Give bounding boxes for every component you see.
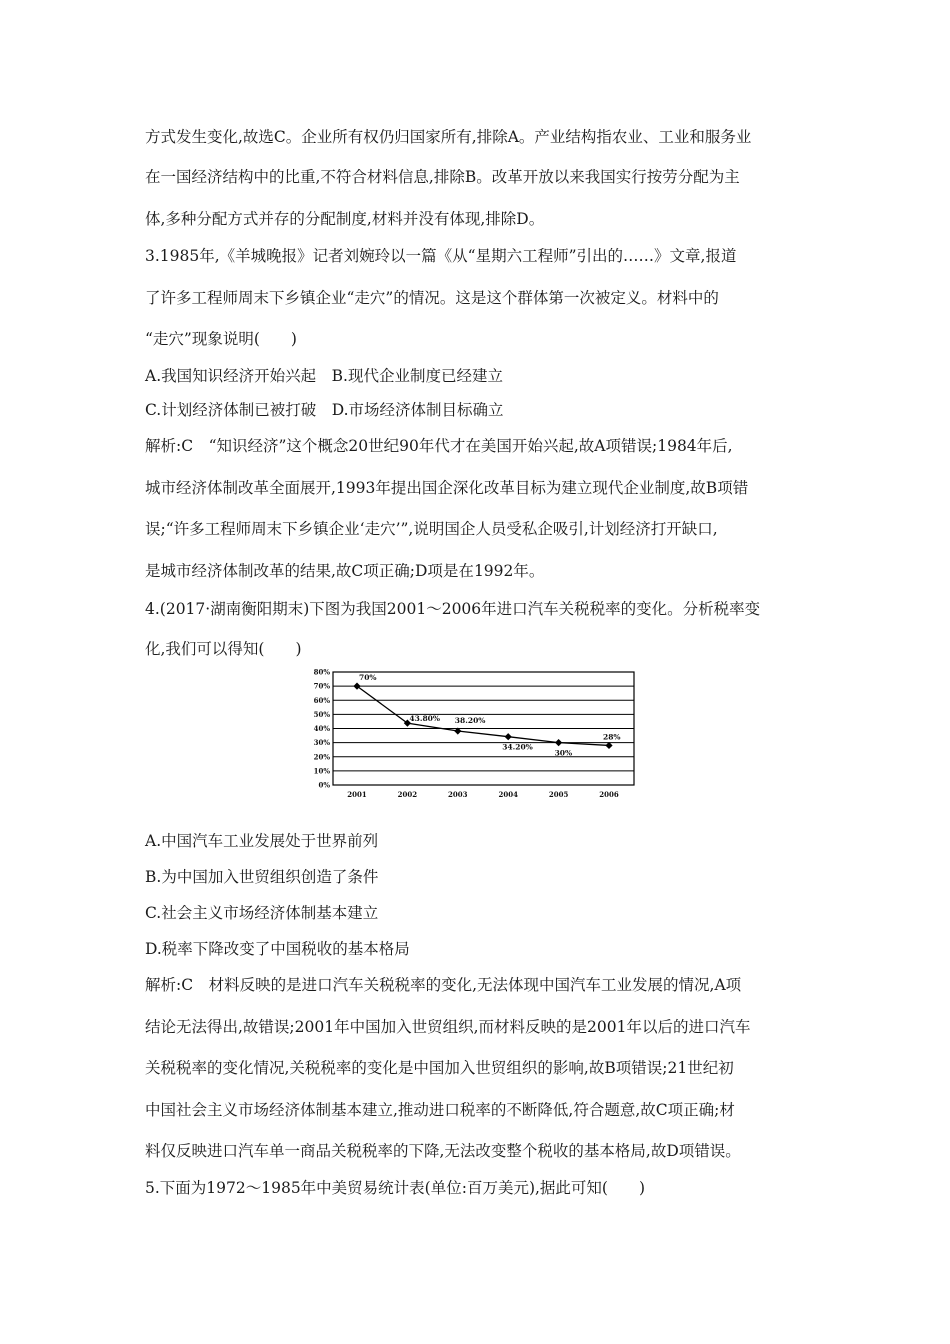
x-tick-label: 2003: [448, 790, 468, 799]
question-4-option-b: B.为中国加入世贸组织创造了条件: [145, 868, 379, 886]
question-3-stem-1: 3.1985年,《羊城晚报》记者刘婉玲以一篇《从“星期六工程师”引出的……》文章,报道: [145, 247, 737, 265]
x-tick-label: 2001: [347, 790, 367, 799]
question-4-option-d: D.税率下降改变了中国税收的基本格局: [145, 940, 410, 958]
y-tick-label: 80%: [313, 667, 330, 677]
y-tick-label: 10%: [313, 766, 330, 776]
x-tick-label: 2005: [548, 790, 569, 799]
data-point: [505, 733, 512, 740]
question-3-analysis-4: 是城市经济体制改革的结果,故C项正确;D项是在1992年。: [145, 562, 545, 580]
question-3-stem-2: 了许多工程师周末下乡镇企业“走穴”的情况。这是这个群体第一次被定义。材料中的: [145, 289, 719, 307]
text-line-3: 体,多种分配方式并存的分配制度,材料并没有体现,排除D。: [145, 210, 545, 228]
question-4-option-a: A.中国汽车工业发展处于世界前列: [145, 832, 379, 850]
x-tick-label: 2004: [498, 790, 518, 799]
chart-svg: [300, 664, 645, 804]
x-tick-label: 2002: [397, 790, 418, 799]
question-5-stem: 5.下面为1972～1985年中美贸易统计表(单位:百万美元),据此可知( ): [145, 1179, 646, 1197]
data-label: 43.80%: [409, 714, 441, 724]
question-4-analysis-5: 料仅反映进口汽车单一商品关税税率的下降,无法改变整个税收的基本格局,故D项错误。: [145, 1142, 741, 1160]
y-tick-label: 40%: [313, 724, 330, 733]
question-3-options-ab: A.我国知识经济开始兴起 B.现代企业制度已经建立: [145, 367, 503, 385]
question-4-analysis-3: 关税税率的变化情况,关税税率的变化是中国加入世贸组织的影响,故B项错误;21世纪初: [145, 1059, 734, 1077]
y-tick-label: 0%: [318, 780, 330, 790]
data-label: 70%: [359, 673, 377, 683]
data-label: 28%: [603, 732, 621, 742]
data-label: 30%: [554, 748, 573, 758]
question-4-stem-2: 化,我们可以得知( ): [145, 640, 302, 658]
data-label: 38.20%: [454, 716, 486, 726]
y-tick-label: 70%: [313, 681, 330, 691]
question-4-analysis-2: 结论无法得出,故错误;2001年中国加入世贸组织,而材料反映的是2001年以后的进口汽车: [145, 1018, 751, 1036]
question-4-analysis-4: 中国社会主义市场经济体制基本建立,推动进口税率的不断降低,符合题意,故C项正确;材: [145, 1101, 735, 1119]
question-3-analysis-3: 误;“许多工程师周末下乡镇企业‘走穴’”,说明国企人员受私企吸引,计划经济打开缺口,: [145, 520, 718, 538]
question-3-analysis-2: 城市经济体制改革全面展开,1993年提出国企深化改革目标为建立现代企业制度,故B项错: [145, 479, 749, 497]
y-tick-label: 50%: [313, 709, 330, 719]
question-3-options-cd: C.计划经济体制已被打破 D.市场经济体制目标确立: [145, 401, 504, 419]
text-line-1: 方式发生变化,故选C。企业所有权仍归国家所有,排除A。产业结构指农业、工业和服务业: [145, 128, 752, 146]
question-3-stem-3: “走穴”现象说明( ): [145, 330, 297, 348]
y-tick-label: 30%: [313, 738, 330, 748]
question-4-option-c: C.社会主义市场经济体制基本建立: [145, 904, 379, 922]
y-tick-label: 60%: [313, 695, 330, 705]
question-3-analysis-1: 解析:C “知识经济”这个概念20世纪90年代才在美国开始兴起,故A项错误;1984年后,: [145, 437, 733, 455]
x-tick-label: 2006: [599, 790, 619, 799]
y-tick-label: 20%: [313, 752, 330, 762]
question-4-analysis-1: 解析:C 材料反映的是进口汽车关税税率的变化,无法体现中国汽车工业发展的情况,A项: [145, 976, 742, 994]
tariff-rate-line-chart: [300, 664, 645, 804]
text-line-2: 在一国经济结构中的比重,不符合材料信息,排除B。改革开放以来我国实行按劳分配为主: [145, 168, 740, 186]
data-label: 34.20%: [502, 742, 533, 752]
data-point: [555, 739, 562, 746]
question-4-stem-1: 4.(2017·湖南衡阳期末)下图为我国2001～2006年进口汽车关税税率的变化。分析税率变: [145, 600, 761, 618]
